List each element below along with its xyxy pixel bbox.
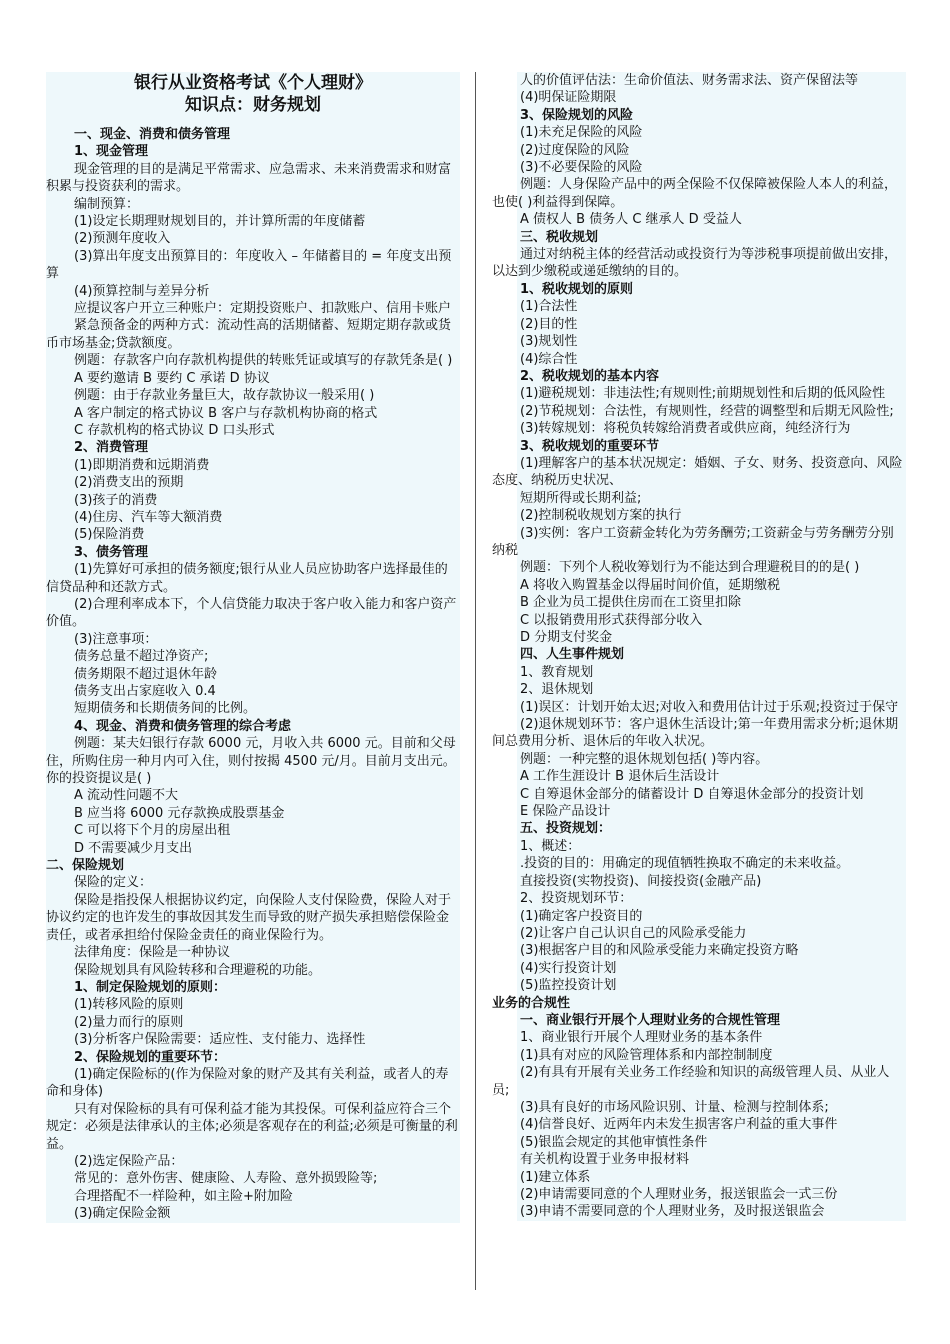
left-line: 3、债务管理 <box>74 544 149 560</box>
left-column <box>46 72 460 1223</box>
left-line: 例题：某夫妇银行存款 6000 元，月收入共 6000 元。目前和父母住，所购住房一种月内可入住，则付按揭 4500 元/月。目前月支出元。你的投资提议是( ) <box>46 736 456 787</box>
right-line: (1)具有对应的风险管理体系和内部控制制度 <box>520 1047 773 1063</box>
left-line: 1、现金管理 <box>74 144 149 160</box>
right-line: 3、税收规划的重要环节 <box>520 438 660 454</box>
left-line: (3)孩子的消费 <box>74 492 158 508</box>
right-line: (2)有具有开展有关业务工作经验和知识的高级管理人员、从业人员; <box>492 1065 890 1098</box>
right-line: (5)监控投资计划 <box>520 978 617 994</box>
right-line: D 分期支付奖金 <box>520 630 613 645</box>
left-line: 例题：由于存款业务量巨大，故存款协议一般采用( ) <box>74 388 375 404</box>
left-line: (1)即期消费和远期消费 <box>74 457 210 473</box>
left-line: 法律角度：保险是一种协议 <box>74 945 231 961</box>
right-line: 1、税收规划的原则 <box>520 281 634 297</box>
left-line: (3)算出年度支出预算目的：年度收入 – 年储蓄目的 = 年度支出预算 <box>46 248 452 282</box>
right-line: (1)理解客户的基本状况规定：婚姻、子女、财务、投资意向、风险态度、纳税历史状况、 <box>492 455 903 489</box>
left-line: (1)设定长期理财规划目的，并计算所需的年度储蓄 <box>74 214 366 230</box>
right-line: (2)退休规划环节：客户退休生活设计;第一年费用需求分析;退休期间总费用分析、退休后的年收入状况。 <box>492 717 899 750</box>
right-line: (1)合法性 <box>520 299 578 315</box>
left-line: (2)预测年度收入 <box>74 231 171 247</box>
right-line: A 工作生涯设计 B 退休后生活设计 <box>520 769 720 785</box>
left-line: 保险是指投保人根据协议约定，向保险人支付保险费，保险人对于协议约定的也许发生的事故因其发生而导致的财产损失承担赔偿保险金责任，或者承担给付保险金责任的商业保险行为。 <box>46 892 452 943</box>
right-line: 短期所得或长期利益; <box>520 490 642 506</box>
right-line: (1)确定客户投资目的 <box>520 908 643 924</box>
right-line: (3)根据客户目的和风险承受能力来确定投资方略 <box>520 943 799 959</box>
right-line: (2)申请需要同意的个人理财业务，报送银监会一式三份 <box>520 1187 838 1202</box>
right-line: 例题：下列个人税收筹划行为不能达到合理避税目的的是( ) <box>520 560 860 576</box>
left-line: 银行从业资格考试《个人理财》 <box>134 73 372 93</box>
right-line: (2)目的性 <box>520 316 578 332</box>
left-line: 保险规划具有风险转移和合理避税的功能。 <box>74 962 322 978</box>
left-line: (1)确定保险标的(作为保险对象的财产及其有关利益，或者人的寿命和身体) <box>46 1066 449 1100</box>
left-line <box>46 116 460 126</box>
left-line: 只有对保险标的具有可保利益才能为其投保。可保利益应符合三个规定：必须是法律承认的主体;必须是客观存在的利益;必须是可衡量的利益。 <box>46 1101 458 1152</box>
right-line: 有关机构设置于业务申报材料 <box>520 1152 690 1168</box>
left-line: (3)注意事项： <box>74 631 158 647</box>
left-line: (4)住房、汽车等大额消费 <box>74 509 223 525</box>
left-line: 债务总量不超过净资产; <box>74 649 209 665</box>
right-line: 四、人生事件规划 <box>520 647 625 663</box>
left-line: 短期债务和长期债务间的比例。 <box>74 701 257 717</box>
left-line: (2)选定保险产品： <box>74 1153 184 1169</box>
left-line: 紧急预备金的两种方式：流动性高的活期储蓄、短期定期存款或货币市场基金;贷款额度。 <box>46 318 452 351</box>
right-line: (3)规划性 <box>520 334 578 350</box>
left-line: (2)消费支出的预期 <box>74 475 184 491</box>
right-line: (1)避税规划：非违法性;有规则性;前期规划性和后期的低风险性 <box>520 386 886 402</box>
left-line: 现金管理的目的是满足平常需求、应急需求、未来消费需求和财富积累与投资获利的需求。 <box>46 161 452 195</box>
left-line: (1)先算好可承担的债务额度;银行从业人员应协助客户选择最佳的信贷品种和还款方式。 <box>46 562 448 595</box>
column-divider <box>475 72 476 1290</box>
right-line: 3、保险规划的风险 <box>520 107 634 123</box>
left-line: (3)确定保险金额 <box>74 1206 171 1222</box>
left-line: (2)量力而行的原则 <box>74 1014 184 1030</box>
right-line: 例题：一种完整的退休规划包括( )等内容。 <box>520 751 769 767</box>
left-line: 保险的定义： <box>74 875 153 891</box>
right-line: B 企业为员工提供住房而在工资里扣除 <box>520 595 742 611</box>
left-line: D 不需要减少月支出 <box>74 840 193 856</box>
right-column <box>492 72 906 1221</box>
right-line: C 自筹退休金部分的储蓄设计 D 自筹退休金部分的投资计划 <box>520 786 864 802</box>
right-line: 一、商业银行开展个人理财业务的合规性管理 <box>520 1012 781 1028</box>
right-line: 2、退休规划 <box>520 682 594 698</box>
left-line: 应提议客户开立三种账户：定期投资账户、扣款账户、信用卡账户 <box>74 301 452 317</box>
right-line: 例题：人身保险产品中的两全保险不仅保障被保险人本人的利益，也使( )利益得到保障。 <box>492 177 898 210</box>
left-line: B 应当将 6000 元存款换成股票基金 <box>74 805 285 821</box>
right-line: (3)具有良好的市场风险识别、计量、检测与控制体系; <box>520 1099 829 1115</box>
right-line: A 债权人 B 债务人 C 继承人 D 受益人 <box>520 212 742 228</box>
right-line: C 以报销费用形式获得部分收入 <box>520 612 703 628</box>
right-line: (2)控制税收规划方案的执行 <box>520 508 682 524</box>
right-line: 2、税收规划的基本内容 <box>520 368 660 384</box>
left-line: 1、制定保险规划的原则： <box>74 979 227 995</box>
right-line: (1)建立体系 <box>520 1169 591 1185</box>
left-line: 4、现金、消费和债务管理的综合考虑 <box>74 718 292 734</box>
right-line: (4)综合性 <box>520 351 578 367</box>
right-line: (3)申请不需要同意的个人理财业务，及时报送银监会 <box>520 1204 825 1220</box>
right-line: (4)信誉良好、近两年内未发生损害客户利益的重大事件 <box>520 1117 838 1133</box>
left-line: 例题：存款客户向存款机构提供的转账凭证或填写的存款凭条是( ) <box>74 353 453 369</box>
left-line: (3)分析客户保险需要：适应性、支付能力、选择性 <box>74 1032 366 1048</box>
left-line: C 存款机构的格式协议 D 口头形式 <box>74 422 275 438</box>
right-line: 直接投资(实物投资)、间接投资(金融产品) <box>520 873 762 889</box>
right-line: 1、教育规划 <box>520 664 594 680</box>
right-line: 1、商业银行开展个人理财业务的基本条件 <box>520 1030 763 1046</box>
right-line: (1)误区：计划开始太迟;对收入和费用估计过于乐观;投资过于保守 <box>520 699 899 715</box>
left-line: A 流动性问题不大 <box>74 788 179 804</box>
right-line: E 保险产品设计 <box>520 804 611 820</box>
right-line: A 将收入购置基金以得届时间价值，延期缴税 <box>520 577 781 593</box>
right-line: 三、税收规划 <box>520 229 599 245</box>
left-line: A 要约邀请 B 要约 C 承诺 D 协议 <box>74 370 270 386</box>
right-line: (3)不必要保险的风险 <box>520 160 643 176</box>
left-line: (2)合理利率成本下，个人信贷能力取决于客户收入能力和客户资产价值。 <box>46 596 457 630</box>
right-line: 业务的合规性 <box>492 995 571 1011</box>
right-line: (2)节税规划：合法性，有规则性，经营的调整型和后期无风险性; <box>520 403 894 419</box>
right-line: (3)转嫁规划：将税负转嫁给消费者或供应商，纯经济行为 <box>520 421 851 437</box>
right-line: (5)银监会规定的其他审慎性条件 <box>520 1134 708 1150</box>
left-line: C 可以将下个月的房屋出租 <box>74 823 231 839</box>
left-line: 常见的：意外伤害、健康险、人寿险、意外损毁险等; <box>74 1171 378 1187</box>
left-line: A 客户制定的格式协议 B 客户与存款机构协商的格式 <box>74 405 378 421</box>
left-line: 一、现金、消费和债务管理 <box>74 127 231 142</box>
left-line: 2、消费管理 <box>74 440 149 456</box>
right-line: 1、概述： <box>520 838 581 854</box>
left-line: 债务期限不超过退休年龄 <box>74 666 218 682</box>
right-line: 通过对纳税主体的经营活动或投资行为等涉税事项提前做出安排，以达到少缴税或递延缴纳的目的。 <box>492 247 898 280</box>
left-line: 债务支出占家庭收入 0.4 <box>74 684 216 699</box>
left-line: 2、保险规划的重要环节： <box>74 1049 227 1065</box>
right-line: 五、投资规划： <box>520 821 612 837</box>
right-line: 人的价值评估法：生命价值法、财务需求法、资产保留法等 <box>520 73 859 88</box>
right-line: (3)实例：客户工资薪金转化为劳务酬劳;工资薪金与劳务酬劳分别纳税 <box>492 525 894 558</box>
right-line: (2)让客户自己认识自己的风险承受能力 <box>520 925 747 941</box>
right-line: (4)实行投资计划 <box>520 960 617 976</box>
left-line: 二、保险规划 <box>46 858 125 874</box>
left-line: (5)保险消费 <box>74 527 145 543</box>
left-line: 编制预算： <box>74 196 140 212</box>
left-line: 知识点：财务规划 <box>185 95 321 115</box>
right-line: 2、投资规划环节： <box>520 891 633 907</box>
right-line: .投资的目的：用确定的现值牺牲换取不确定的未来收益。 <box>520 856 850 872</box>
left-line: (4)预算控制与差异分析 <box>74 283 210 299</box>
right-line: (1)未充足保险的风险 <box>520 125 643 141</box>
right-line: (4)明保证险期限 <box>520 90 617 106</box>
right-line: (2)过度保险的风险 <box>520 142 630 158</box>
left-line: 合理搭配不一样险种，如主险+附加险 <box>74 1188 293 1204</box>
left-line: (1)转移风险的原则 <box>74 997 184 1013</box>
